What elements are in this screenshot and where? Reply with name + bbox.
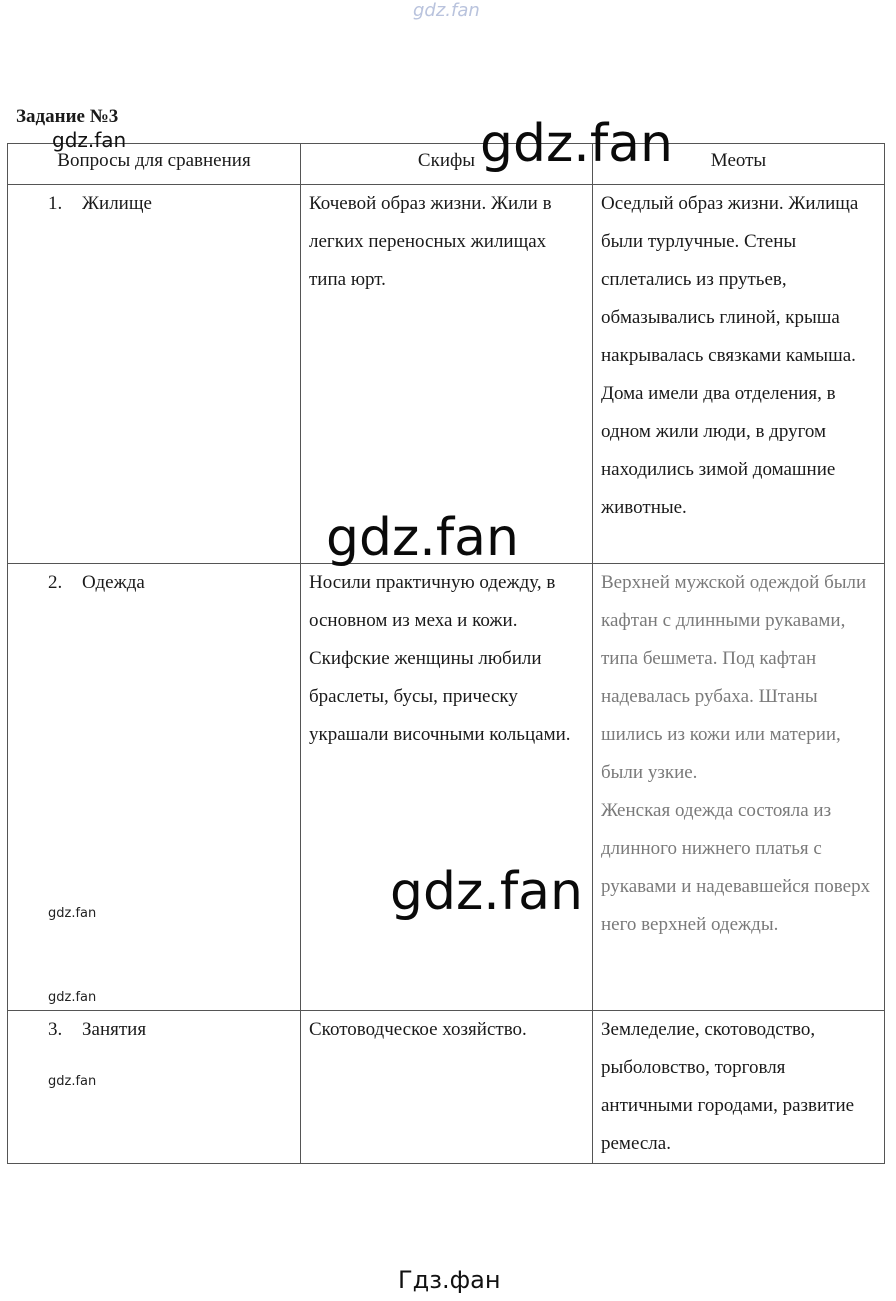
row-number: 1. [48,193,63,214]
watermark-left-small-3: gdz.fan [48,1074,97,1089]
table-row [8,1011,885,1164]
task-title: Задание №3 [16,106,119,127]
scythians-cell: Носили практичную одежду, в основном из меха и кожи. Скифские женщины любили браслеты, бусы, прическу украшали височными кольцами. [301,564,593,1011]
meotians-cell [593,564,885,1011]
watermark-header-big: gdz.fan [480,114,673,174]
scythians-cell: Кочевой образ жизни. Жили в легких переносных жилищах типа юрт. [301,185,593,564]
comparison-table [7,143,885,1164]
row-number: 3. [48,1019,63,1040]
header-meotians: Меоты [593,144,885,185]
table-row [8,185,885,564]
question-cell [8,185,301,564]
question-label: Жилище [82,193,152,214]
header-questions: Вопросы для сравнения [8,144,301,185]
watermark-middle-big: gdz.fan [326,508,519,568]
watermark-row2-big: gdz.fan [390,862,583,922]
question-label: Занятия [82,1019,147,1040]
watermark-left-small-1: gdz.fan [48,906,97,921]
table-row [8,564,885,1011]
question-cell [8,564,301,1011]
meotians-cell: Земледелие, скотоводство, рыболовство, торговля античными городами, развитие ремесла. [593,1011,885,1164]
meotians-women-clothing: Женская одежда состояла из длинного нижнего платья с рукавами и надевавшейся поверх него верхней одежды. [601,800,871,935]
table-header-row [8,144,885,185]
question-label: Одежда [82,572,145,593]
row-number: 2. [48,572,63,593]
meotians-cell: Оседлый образ жизни. Жилища были турлучные. Стены сплетались из прутьев, обмазывались глиной, крыша накрывалась связками камыша. Дома имели два отделения, в одном жили люди, в другом находились зимой домашние животные. [593,185,885,564]
watermark-title-small: gdz.fan [52,128,127,152]
watermark-bottom: Гдз.фан [398,1266,501,1294]
scythians-cell: Скотоводческое хозяйство. [301,1011,593,1164]
meotians-men-clothing: Верхней мужской одеждой были кафтан с длинными рукавами, типа бешмета. Под кафтан надевалась рубаха. Штаны шились из кожи или материи, были узкие. [601,572,867,783]
watermark-top: gdz.fan [413,0,480,21]
header-scythians: Скифы [301,144,593,185]
watermark-left-small-2: gdz.fan [48,990,97,1005]
